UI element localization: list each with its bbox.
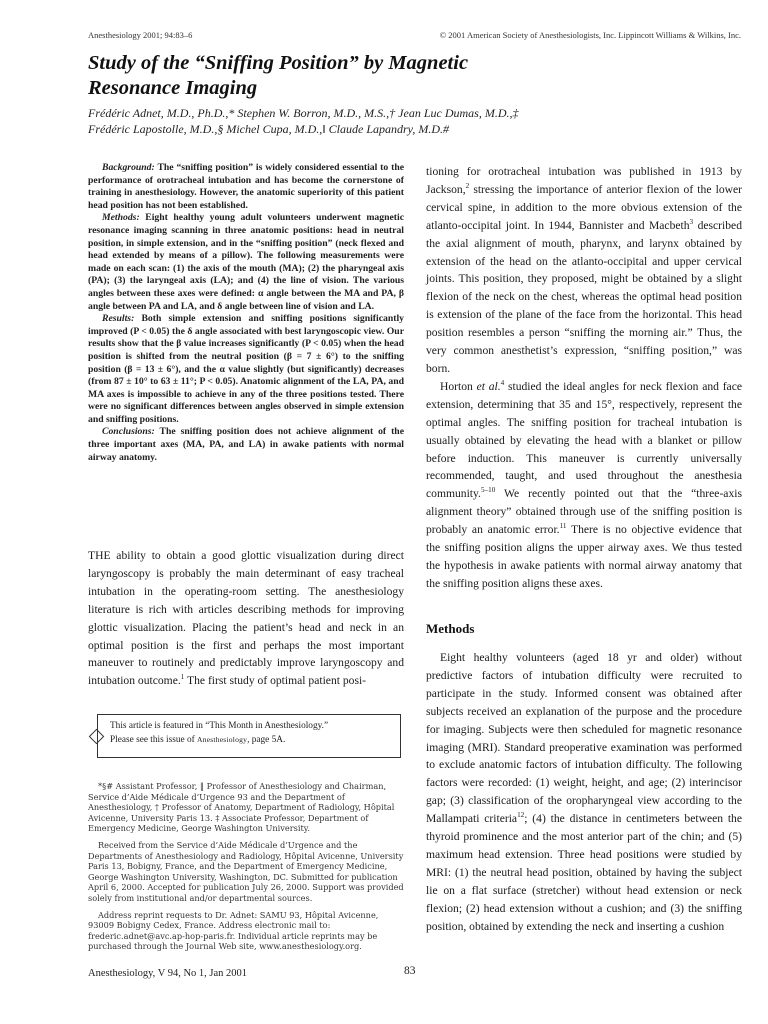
authors-line-1: Frédéric Adnet, M.D., Ph.D.,* Stephen W. Borron, M.D., M.S.,† Jean Luc Dumas, M.D.,‡ (88, 106, 519, 120)
conclusions-text: The sniffing position does not achieve alignment of the three important axes (MA, PA, and LA) in awake patients with normal airway anatomy. (88, 426, 404, 463)
results-text: Both simple extension and sniffing positions significantly improved (P < 0.05) the δ angle associated with best laryngoscopic view. Our results show that the β value increases significantly (P < 0.05) when the head position is shifted from the neutral position (β = 7 ± 6°) to the sniffing position (β = 13 ± 6°), and the α value slightly (but significantly) decreases (from 87 ± 10° to 63 ± 11°; P < 0.05). Anatomic alignment of the LA, PA, and MA axes is impossible to achieve in any of the three positions tested. There were no significant differences between angles observed in simple extension and sniffing positions. (88, 313, 404, 425)
citation-ref[interactable]: 11 (559, 522, 567, 531)
journal-reference: Anesthesiology 2001; 94:83–6 (88, 30, 193, 40)
feature-line-1: This article is featured in “This Month in Anesthesiology.” (110, 721, 329, 731)
authors-line-2: Frédéric Lapostolle, M.D.,§ Michel Cupa, M.D.,‖ Claude Lapandry, M.D.# (88, 121, 450, 136)
article-title (88, 51, 708, 101)
footnote-received: Received from the Service d’Aide Médicale d’Urgence and the Departments of Anesthesiology and Radiology, Hôpital Avicenne, University Paris 13, Bobigny, France, and the Department of Emergency Medicine, George Washington University, Washington, DC. Submitted for publication April 6, 2000. Accepted for publication July 26, 2000. Support was provided solely from institutional and/or departmental sources. (88, 839, 404, 903)
feature-suffix: , page 5A. (247, 735, 286, 745)
citation-ref[interactable]: 1 (180, 673, 185, 682)
introduction (88, 547, 404, 690)
conclusions-label: Conclusions: (102, 426, 155, 438)
rc-text: tioning for orotracheal intubation was published in 1913 by Jackson, (426, 165, 742, 196)
rc-text: described the axial alignment of mouth, pharynx, and larynx obtained by extension of the head on the atlanto-occipital and upper cervical joints. This position, they proposed, might be obtained by a slight flexion of the neck on the chest, whereas the optimal head position is extension of the plane of the face from the horizontal. This head position resembles a person “sniffing the morning air.” Thus, the very common anesthetist’s expression, “sniffing position,” was born. (426, 218, 742, 375)
author-list (88, 106, 708, 137)
abstract-results (88, 313, 404, 426)
citation-ref[interactable]: 12 (517, 811, 525, 820)
intro-text: THE ability to obtain a good glottic visualization during direct laryngoscopy is probably the main determinant of easy tracheal intubation in the operating-room setting. The anesthesiology literature is rich with articles describing methods for improving glottic visualization. Placing the patient’s head and neck in an optimal position is the first and perhaps the most important maneuver to routinely and predictably improve laryngoscopy and intubation outcome. (88, 549, 404, 688)
rc-text: There is no objective evidence that the sniffing position aligns the upper airway axes. We thus tested the hypothesis in awake patients with normal airway anatomy that the sniffing position aligns these axes. (426, 523, 742, 590)
intro-text-continued: The first study of optimal patient posi- (184, 674, 367, 688)
methods-heading: Methods (426, 621, 475, 636)
journal-issue-footer: Anesthesiology, V 94, No 1, Jan 2001 (88, 968, 248, 979)
citation-ref[interactable]: 4 (500, 379, 505, 388)
methods-paragraph (426, 649, 742, 936)
citation-ref[interactable]: 2 (465, 182, 470, 191)
methods-body-continued: ; (4) the distance in centimeters between the thyroid prominence and the most anterior part of the chin; and (5) maximum head extension. Three head positions were studied by MRI: (1) the neutral head position, obtained by having the subject lie on a flat surface (stretcher) without head extension or neck flexion; (2) head extension without a cushion; and (3) the sniffing position, obtained by extending the neck and inserting a cushion (426, 812, 743, 933)
footnote-reprints: Address reprint requests to Dr. Adnet: SAMU 93, Hôpital Avicenne, 93009 Bobigny Cedex, France. Address electronic mail to: frederic.adnet@avc.ap-hop-paris.fr. Individual article reprints may be purchased through the Journal Web site, www.anesthesiology.org. (88, 909, 379, 952)
feature-callout-box (97, 714, 401, 758)
rc-text: We recently pointed out that the “three-axis alignment theory” obtained through use of the sniffing position is probably an anatomic error. (426, 487, 742, 537)
et-al: et al. (476, 379, 501, 393)
methods-text: Eight healthy young adult volunteers underwent magnetic resonance imaging scanning in three anatomic positions: head in neutral position, in simple extension, and in the “sniffing position” (neck flexed and head extended by means of a pillow). The following measurements were made on each scan: (1) the axis of the mouth (MA); (2) the pharyngeal axis (PA); (3) the laryngeal axis (LA); and (4) the line of vision. The various angles between these axes were defined: α angle between the MA and PA, β angle between PA and LA, and δ angle between line of vision and LA. (88, 212, 404, 312)
background-label: Background: (102, 162, 155, 173)
methods-label: Methods: (102, 212, 140, 224)
page-number: 83 (404, 965, 416, 977)
intro-paragraph-2 (426, 378, 742, 593)
copyright-notice: © 2001 American Society of Anesthesiologists, Inc. Lippincott Williams & Wilkins, Inc. (439, 30, 741, 40)
rc-text: studied the ideal angles for neck flexion and face extension, determining that 35 and 15°, respectively, represent the optimal angles. The sniffing position for tracheal intubation is usually obtained by elevating the head with a blanket or pillow before induction. This maneuver is currently universally recommended, taught, and used throughout the anesthesia community. (426, 379, 742, 501)
footnote-affiliations: *§# Assistant Professor, ‖ Professor of Anesthesiology and Chairman, Service d’Aide Médicale d’Urgence 93 and the Department of Anesthesiology, † Professor of Anatomy, Department of Radiology, Hôpital Avicenne, University Paris 13. ‡ Associate Professor, Department of Emergency Medicine, George Washington University. (88, 781, 395, 834)
feature-prefix: Please see this issue of (110, 735, 198, 745)
footnotes (88, 781, 404, 958)
title-line-1: Study of the “Sniffing Position” by Magnetic (88, 52, 469, 74)
citation-ref[interactable]: 3 (689, 217, 694, 226)
rc-text: stressing the importance of anterior flexion of the lower cervical spine, in addition to the more obvious extension of the atlanto-occipital joint. In 1944, Bannister and Macbeth (426, 182, 742, 232)
methods-body: Eight healthy volunteers (aged 18 yr and older) without predictive factors of intubation difficulty were recruited to participate in the study. Informed consent was obtained after subjects received an explanation of the purpose and the procedure for imaging. Subjects were then scheduled for magnetic resonance imaging (MRI). Standard preoperative examination was performed to exclude anatomic factors of intubation difficulty. The following factors were recorded: (1) weight, height, and age; (2) interincisor gap; (3) classification of the oropharyngeal view according to the Mallampati criteria (426, 651, 742, 826)
citation-ref[interactable]: 5–10 (480, 486, 496, 495)
intro-paragraph-continued (426, 163, 742, 378)
feature-line-2 (110, 733, 390, 747)
journal-name: Anesthesiology (197, 735, 248, 744)
intro-paragraph (88, 547, 404, 690)
background-text: The “sniffing position” is widely considered essential to the performance of orotracheal intubation and has become the cornerstone of training in anesthesiology. However, the anatomic superiority of this patient head position has not been established. (88, 162, 405, 211)
methods-section (426, 649, 742, 936)
abstract (88, 162, 404, 464)
abstract-background (88, 162, 404, 212)
right-column-intro (426, 163, 742, 593)
title-line-2: Resonance Imaging (88, 77, 258, 99)
results-label: Results: (102, 313, 135, 325)
rc-text: Horton (440, 379, 477, 393)
abstract-methods (88, 212, 404, 313)
abstract-conclusions (88, 426, 404, 464)
